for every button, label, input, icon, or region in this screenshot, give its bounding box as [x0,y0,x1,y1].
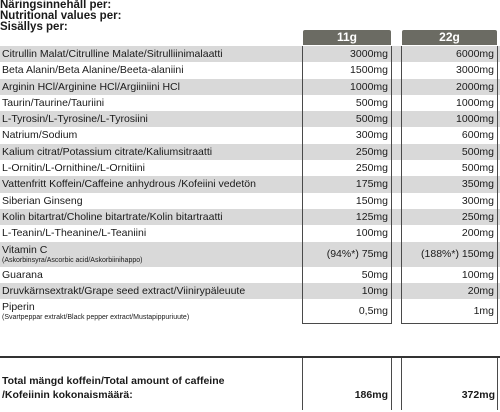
value-cell-11g [302,160,392,176]
value-22g: 350mg [461,178,494,191]
value-22g: 1000mg [456,113,494,126]
ingredient-name: Citrullin Malat/Citrulline Malate/Sitrulliinimalaatti [2,48,223,60]
table-row [0,193,500,209]
value-22g: 600mg [461,129,494,142]
column-header-22g: 22g [402,30,497,45]
value-11g: 1500mg [350,64,388,77]
value-cell-11g [302,209,392,225]
ingredient-name: L-Tyrosin/L-Tyrosine/L-Tyrosiini [2,113,148,126]
table-row [0,267,500,283]
value-22g: 300mg [461,194,494,207]
value-11g: 100mg [355,227,388,240]
ingredient-name: Vitamin C [2,243,48,256]
value-22g: 100mg [461,268,494,281]
value-cell-11g [302,242,392,267]
table-row [0,127,500,143]
table-row [0,79,500,95]
table-row [0,62,500,78]
value-22g: 1mg [473,305,494,318]
value-22g: 6000mg [456,48,494,60]
value-cell-22g [401,160,498,176]
header-line-fi: Sisällys per: [0,21,68,33]
total-label-line1: Total mängd koffein/Total amount of caffeine [2,375,225,387]
value-cell-11g [302,62,392,78]
value-cell-22g [401,62,498,78]
value-cell-11g [302,193,392,209]
total-value-22g: 372mg [461,389,495,401]
ingredient-name: Piperin [2,301,35,314]
column-header-11g: 11g [303,30,391,45]
value-11g: 3000mg [350,48,388,60]
ingredient-name: Taurin/Taurine/Tauriini [2,96,105,109]
table-row [0,299,500,324]
ingredient-name: L-Teanin/L-Theanine/L-Teaniini [2,227,147,240]
value-cell-11g [302,111,392,127]
value-cell-22g [401,111,498,127]
value-22g: (188%*) 150mg [421,247,494,260]
table-row [0,242,500,267]
table-row [0,209,500,225]
value-11g: 300mg [355,129,388,142]
table-row [0,283,500,299]
value-11g: 125mg [355,210,388,223]
value-11g: 1000mg [350,80,388,93]
ingredient-subname: (Askorbinsyra/Ascorbic acid/Askorbiinihappo) [2,256,143,264]
value-cell-11g [302,283,392,299]
value-22g: 500mg [461,162,494,175]
nutrition-table [0,46,500,324]
value-cell-22g [401,144,498,160]
header-line-sv: Näringsinnehåll per: [0,0,112,11]
value-cell-22g [401,95,498,111]
value-11g: 150mg [355,194,388,207]
value-11g: 0,5mg [358,305,388,318]
value-22g: 250mg [461,210,494,223]
value-22g: 200mg [461,227,494,240]
value-11g: 500mg [355,96,388,109]
value-11g: 50mg [361,268,388,281]
ingredient-name: L-Ornitin/L-Ornithine/L-Ornitiini [2,162,145,175]
ingredient-name: Beta Alanin/Beta Alanine/Beeta-alaniini [2,64,184,77]
table-row [0,225,500,241]
value-cell-11g [302,127,392,143]
value-11g: 500mg [355,113,388,126]
ingredient-name: Natrium/Sodium [2,129,78,142]
value-22g: 3000mg [456,64,494,77]
value-cell-11g [302,176,392,192]
value-cell-22g [401,46,498,62]
ingredient-name: Kalium citrat/Potassium citrate/Kaliumsitraatti [2,145,213,158]
value-11g: 175mg [355,178,388,191]
value-cell-11g [302,299,392,324]
ingredient-subname: (Svartpeppar extrakt/Black pepper extract/Mustapippuriuute) [2,314,190,322]
value-cell-22g [401,299,498,324]
value-cell-22g [401,193,498,209]
value-cell-22g [401,267,498,283]
value-11g: 250mg [355,162,388,175]
value-cell-11g [302,46,392,62]
table-row [0,46,500,62]
ingredient-name: Vattenfritt Koffein/Caffeine anhydrous /Kofeiini vedetön [2,178,256,191]
value-22g: 20mg [467,284,494,297]
value-cell-22g [401,209,498,225]
ingredient-name: Kolin bitartrat/Choline bitartrate/Kolin bitartraatti [2,210,223,223]
value-22g: 1000mg [456,96,494,109]
total-label-line2: /Kofeiinin kokonaismäärä: [2,389,133,401]
table-row [0,160,500,176]
value-22g: 2000mg [456,80,494,93]
table-row [0,111,500,127]
value-cell-22g [401,225,498,241]
value-cell-11g [302,225,392,241]
header-line-en: Nutritional values per: [0,10,122,22]
value-cell-11g [302,95,392,111]
value-cell-22g [401,127,498,143]
value-cell-22g [401,283,498,299]
ingredient-name: Guarana [2,268,43,281]
table-row [0,176,500,192]
value-11g: 10mg [361,284,388,297]
table-row [0,144,500,160]
value-cell-22g [401,176,498,192]
value-cell-11g [302,79,392,95]
value-cell-22g [401,79,498,95]
total-cell-22g [401,358,498,410]
value-cell-11g [302,144,392,160]
ingredient-name: Siberian Ginseng [2,194,83,207]
total-cell-11g [302,358,392,410]
value-11g: 250mg [355,145,388,158]
header-block [0,0,121,33]
value-22g: 500mg [461,145,494,158]
ingredient-name: Druvkärnsextrakt/Grape seed extract/Viinirypäleuute [2,284,246,297]
value-11g: (94%*) 75mg [326,247,388,260]
total-caffeine-row [0,358,500,410]
ingredient-name: Arginin HCl/Arginine HCl/Argiiniini HCl [2,80,180,93]
table-row [0,95,500,111]
value-cell-22g [401,242,498,267]
total-value-11g: 186mg [354,389,388,401]
value-cell-11g [302,267,392,283]
